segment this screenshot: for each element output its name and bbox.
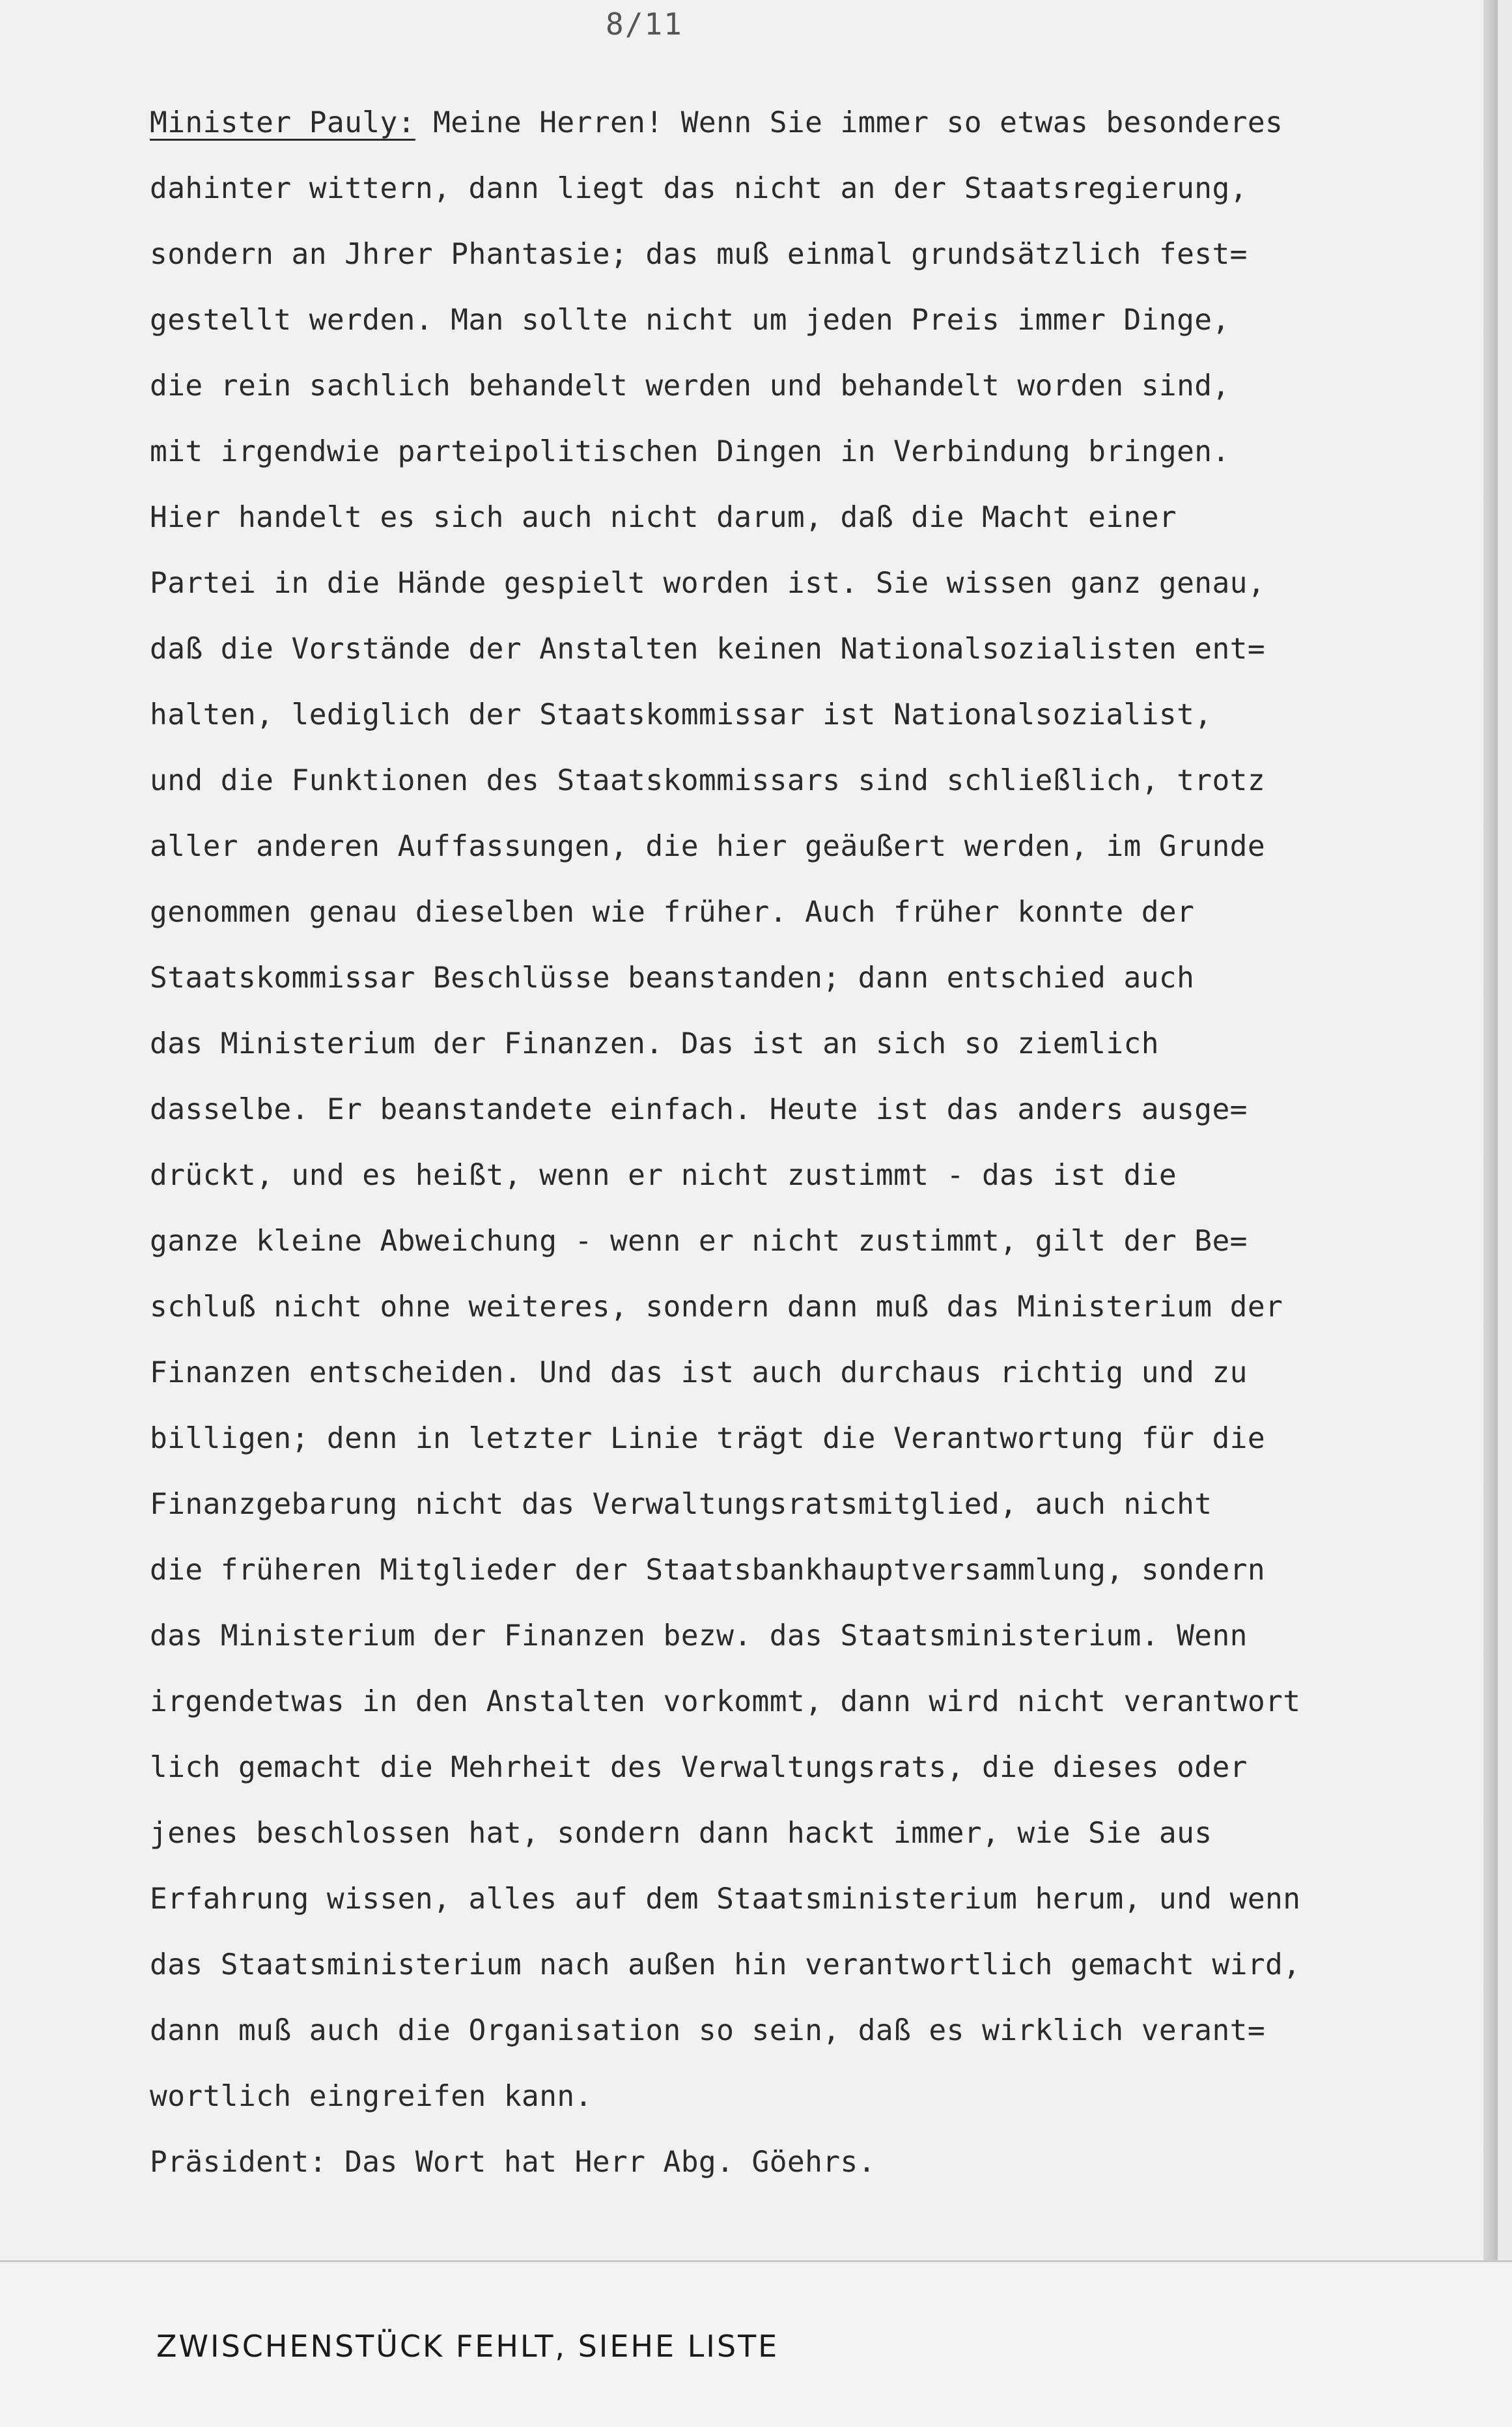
text-line: lich gemacht die Mehrheit des Verwaltungsrats, die dieses oder: [150, 1751, 1248, 1784]
text-line: ganze kleine Abweichung - wenn er nicht zustimmt, gilt der Be=: [150, 1225, 1248, 1258]
text-line: drückt, und es heißt, wenn er nicht zustimmt - das ist die: [150, 1159, 1177, 1192]
text-line: aller anderen Auffassungen, die hier geäußert werden, im Grunde: [150, 830, 1266, 863]
text-line: Hier handelt es sich auch nicht darum, daß die Macht einer: [150, 501, 1177, 534]
text-line-rest: Meine Herren! Wenn Sie immer so etwas besonderes: [415, 106, 1283, 139]
president-line: Präsident: Das Wort hat Herr Abg. Göehrs.: [150, 2146, 876, 2179]
text-line: und die Funktionen des Staatskommissars sind schließlich, trotz: [150, 764, 1266, 797]
transcript-body: [150, 90, 1498, 2195]
text-line: genommen genau dieselben wie früher. Auch früher konnte der: [150, 896, 1195, 929]
text-line: Staatskommissar Beschlüsse beanstanden; dann entschied auch: [150, 961, 1195, 995]
text-line: gestellt werden. Man sollte nicht um jeden Preis immer Dinge,: [150, 304, 1230, 337]
text-line: jenes beschlossen hat, sondern dann hackt immer, wie Sie aus: [150, 1817, 1212, 1850]
text-line: die früheren Mitglieder der Staatsbankhauptversammlung, sondern: [150, 1554, 1266, 1587]
missing-section-note: ZWISCHENSTÜCK FEHLT, SIEHE LISTE: [156, 2329, 779, 2364]
text-line: [150, 90, 1498, 156]
text-line: das Staatsministerium nach außen hin verantwortlich gemacht wird,: [150, 1948, 1301, 1981]
text-line: sondern an Jhrer Phantasie; das muß einmal grundsätzlich fest=: [150, 238, 1248, 271]
page-edge-shadow: [1483, 0, 1498, 2260]
text-line: mit irgendwie parteipolitischen Dingen in Verbindung bringen.: [150, 435, 1230, 468]
text-line: das Ministerium der Finanzen. Das ist an sich so ziemlich: [150, 1027, 1159, 1060]
text-line: dann muß auch die Organisation so sein, daß es wirklich verant=: [150, 2014, 1266, 2047]
text-line: billigen; denn in letzter Linie trägt die Verantwortung für die: [150, 1422, 1266, 1455]
page-number: 8/11: [606, 7, 683, 42]
text-line: Partei in die Hände gespielt worden ist. Sie wissen ganz genau,: [150, 567, 1266, 600]
text-line: daß die Vorstände der Anstalten keinen Nationalsozialisten ent=: [150, 632, 1266, 666]
speaker-label: Minister Pauly:: [150, 106, 415, 139]
text-line: wortlich eingreifen kann.: [150, 2080, 593, 2113]
text-line: Finanzen entscheiden. Und das ist auch durchaus richtig und zu: [150, 1356, 1248, 1389]
text-line: dasselbe. Er beanstandete einfach. Heute ist das anders ausge=: [150, 1093, 1248, 1126]
text-line: Erfahrung wissen, alles auf dem Staatsministerium herum, und wenn: [150, 1882, 1301, 1916]
text-line: dahinter wittern, dann liegt das nicht an der Staatsregierung,: [150, 172, 1248, 205]
text-line: die rein sachlich behandelt werden und behandelt worden sind,: [150, 369, 1230, 403]
text-line: irgendetwas in den Anstalten vorkommt, dann wird nicht verantwort: [150, 1685, 1301, 1718]
text-line: schluß nicht ohne weiteres, sondern dann muß das Ministerium der: [150, 1290, 1283, 1324]
text-line: halten, lediglich der Staatskommissar ist Nationalsozialist,: [150, 698, 1212, 731]
text-line: Finanzgebarung nicht das Verwaltungsratsmitglied, auch nicht: [150, 1488, 1212, 1521]
text-line: das Ministerium der Finanzen bezw. das Staatsministerium. Wenn: [150, 1619, 1248, 1653]
